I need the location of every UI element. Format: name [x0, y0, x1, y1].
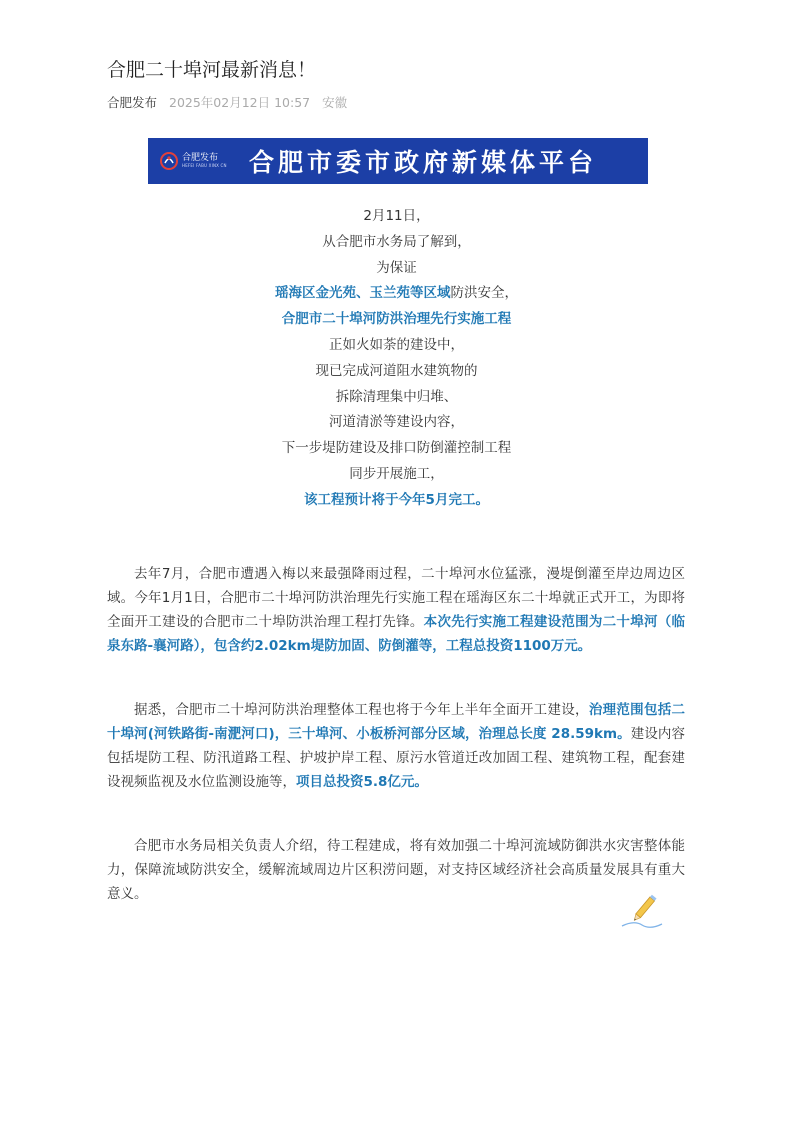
logo-name: 合肥发布 — [182, 153, 219, 163]
paragraph-text: 建设内容包括堤防工程、防汛道路工程、护坡护岸工程、原污水管道迁改加固工程、建筑物工程，配套建设视频监视及水位监测设施等， — [107, 726, 686, 790]
highlight-text: 治理范围包括二十埠河(河铁路街-南淝河口)，三十埠河、小板桥河部分区域，治理总长度 28.59km。 — [107, 702, 686, 742]
intro-text: 防洪安全， — [450, 285, 518, 302]
intro-line: 正如火如荼的建设中， — [329, 336, 464, 353]
article-title: 合肥二十埠河最新消息！ — [107, 59, 317, 81]
source-link[interactable]: 合肥发布 — [107, 95, 158, 110]
paragraph-2 — [107, 698, 685, 794]
header-banner — [148, 138, 648, 184]
banner-logo — [148, 138, 238, 184]
highlight-text: 瑶海区金光苑、玉兰苑等区域 — [275, 285, 451, 302]
logo-subtitle: HEFEI FABU XINX CN — [182, 163, 227, 168]
intro-line: 下一步堤防建设及排口防倒灌控制工程 — [281, 440, 512, 457]
paragraph-text: 据悉，合肥市二十埠河防洪治理整体工程也将于今年上半年全面开工建设， — [134, 702, 589, 718]
city-logo-icon — [160, 152, 178, 170]
banner-title: 合肥市委市政府新媒体平台 — [248, 148, 597, 177]
intro-line: 从合肥市水务局了解到， — [322, 233, 471, 250]
highlight-text: 项目总投资5.8亿元。 — [296, 774, 428, 790]
intro-block — [0, 204, 793, 514]
intro-line-highlight: 合肥市二十埠河防洪治理先行实施工程 — [281, 311, 512, 328]
publish-date: 2025年02月12日 10:57 — [169, 95, 311, 110]
intro-line: 河道清淤等建设内容， — [329, 414, 464, 431]
intro-line: 现已完成河道阻水建筑物的 — [315, 362, 478, 379]
location-label: 安徽 — [322, 95, 348, 110]
intro-line: 为保证 — [376, 259, 417, 276]
paragraph-3: 合肥市水务局相关负责人介绍，待工程建成，将有效加强二十埠河流域防御洪水灾害整体能力，保障流域防洪安全，缓解流域周边片区积涝问题，对支持区域经济社会高质量发展具有重大意义。 — [107, 838, 685, 902]
article-meta — [107, 94, 347, 112]
pencil-icon — [620, 894, 668, 930]
highlight-text: 本次先行实施工程建设范围为二十埠河（临泉东路-襄河路），包含约2.02km堤防加固、防倒灌等，工程总投资1100万元。 — [107, 614, 686, 654]
intro-line: 2月11日， — [363, 208, 430, 224]
intro-line — [0, 281, 793, 307]
paragraph-1 — [107, 562, 685, 658]
intro-line: 同步开展施工， — [349, 465, 444, 482]
paragraph-text: 去年7月，合肥市遭遇入梅以来最强降雨过程，二十埠河水位猛涨，漫堤倒灌至岸边周边区域。今年1月1日，合肥市二十埠河防洪治理先行实施工程在瑶海区东二十埠就正式开工，为即将全面开工建设的合肥市二十埠防洪治理工程打先锋。 — [107, 566, 685, 630]
intro-line: 拆除清理集中归堆、 — [335, 388, 458, 405]
intro-line-highlight: 该工程预计将于今年5月完工。 — [304, 491, 489, 508]
